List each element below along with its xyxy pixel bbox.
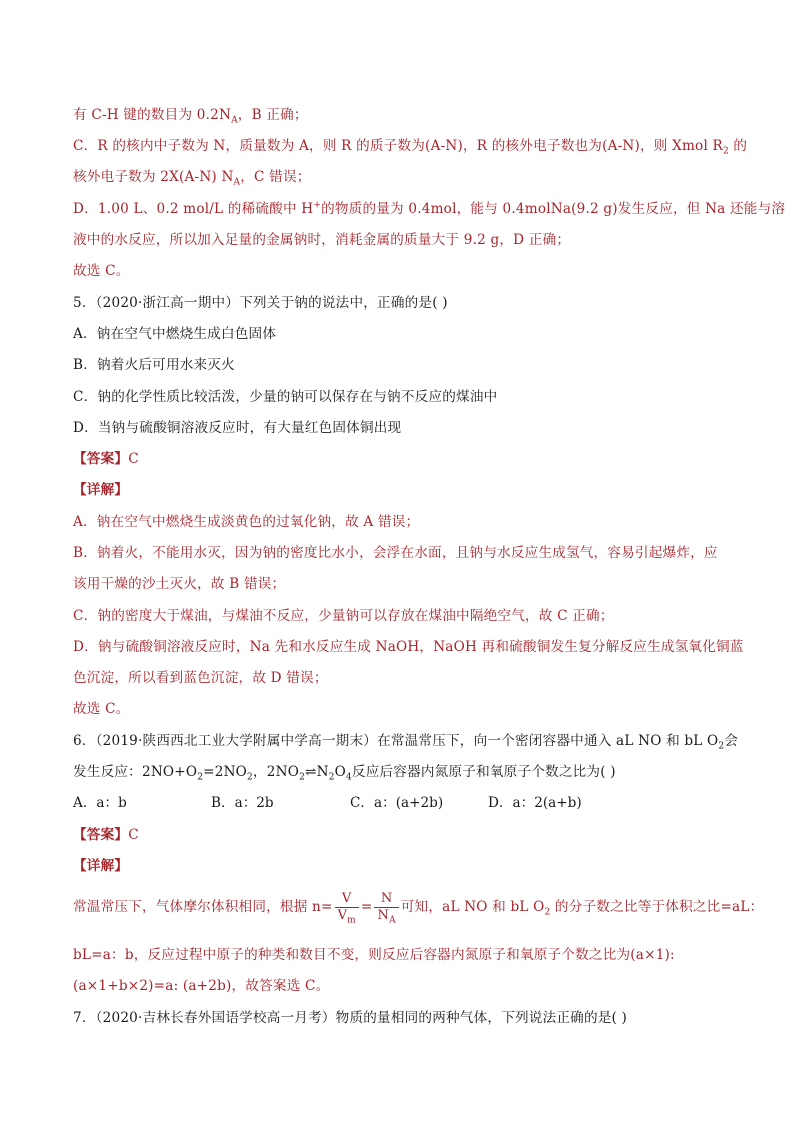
q6-option-b: B．a：2b bbox=[211, 795, 274, 811]
q5-option-b: B．钠着火后可用水来灭火 bbox=[73, 357, 235, 373]
q4-line-6: 故选 C。 bbox=[73, 263, 130, 279]
q5-detail-5: D．钠与硫酸铜溶液反应时，Na 先和水反应生成 NaOH，NaOH 再和硫酸铜发生复分解反应生成氢氧化铜蓝 bbox=[73, 639, 744, 655]
q5-answer: 【答案】C bbox=[73, 451, 139, 467]
q6-answer: 【答案】C bbox=[73, 827, 139, 843]
q5-detail-7: 故选 C。 bbox=[73, 701, 130, 717]
q5-detail-1: A．钠在空气中燃烧生成淡黄色的过氧化钠，故 A 错误； bbox=[73, 514, 420, 530]
q5-option-d: D．当钠与硫酸铜溶液反应时，有大量红色固体铜出现 bbox=[73, 420, 402, 436]
q5-option-c: C．钠的化学性质比较活泼，少量的钠可以保存在与钠不反应的煤油中 bbox=[73, 389, 498, 405]
q4-line-4: D．1.00 L、0.2 mol/L 的稀硫酸中 H+的物质的量为 0.4mol，能与 0.4molNa(9.2 g)发生反应，但 Na 还能与溶 bbox=[73, 200, 786, 217]
q5-detail-4: C．钠的密度大于煤油，与煤油不反应，少量钠可以存放在煤油中隔绝空气，故 C 正确； bbox=[73, 608, 614, 624]
q6-detail-3: (a×1+b×2)=a: (a+2b)，故答案选 C。 bbox=[73, 978, 330, 994]
q5-detail-6: 色沉淀，所以看到蓝色沉淀，故 D 错误； bbox=[73, 670, 328, 686]
q6-option-d: D．a：2(a+b) bbox=[488, 795, 582, 811]
q5-detail-3: 该用干燥的沙土灭火，故 B 错误； bbox=[73, 576, 286, 592]
fraction-v-over-vm: $\frac{V}{V_m}$ bbox=[335, 891, 359, 924]
q5-detail-label: 【详解】 bbox=[73, 482, 129, 498]
fraction-n-over-na: $\frac{N}{N_A}$ bbox=[374, 891, 398, 924]
q6-detail-1: 常温常压下，气体摩尔体积相同，根据 n= $\frac{V}{V_m}$ = $\frac{N}{N_A}$ 可知，aL NO 和 bL $O_2$ 的分子数之比等于体积之比=aL： bbox=[73, 891, 764, 926]
q4-line-3: 核外电子数为 2X(A-N) $N_A$，C 错误； bbox=[73, 169, 311, 188]
q6-option-a: A．a：b bbox=[73, 795, 127, 811]
q6-option-c: C．a：(a+2b) bbox=[350, 795, 444, 811]
q6-stem-2: 发生反应：$2NO+O_2=2NO_2$，$2NO_2\rightleftharpoons N_2O_4$反应后容器内氮原子和氧原子个数之比为( ) bbox=[73, 764, 616, 783]
q6-stem-1: 6．（2019·陕西西北工业大学附属中学高一期末）在常温常压下，向一个密闭容器中通入 aL NO 和 bL $O_2$会 bbox=[73, 733, 739, 752]
q5-stem: 5．（2020·浙江高一期中）下列关于钠的说法中，正确的是( ) bbox=[73, 295, 448, 311]
q5-option-a: A．钠在空气中燃烧生成白色固体 bbox=[73, 326, 277, 342]
q7-stem: 7．（2020·吉林长春外国语学校高一月考）物质的量相同的两种气体，下列说法正确的是( ) bbox=[73, 1010, 628, 1026]
q6-detail-label: 【详解】 bbox=[73, 858, 129, 874]
q4-line-1: 有 C-H 键的数目为 $0.2N_A$，B 正确； bbox=[73, 107, 308, 126]
q4-line-2: C．R 的核内中子数为 N，质量数为 A，则 R 的质子数为(A-N)，R 的核外电子数也为(A-N)，则 Xmol $R_2$ 的 bbox=[73, 138, 748, 157]
q6-detail-2: bL=a：b，反应过程中原子的种类和数目不变，则反应后容器内氮原子和氧原子个数之比为(a×1): bbox=[73, 947, 675, 963]
q4-line-5: 液中的水反应，所以加入足量的金属钠时，消耗金属的质量大于 9.2 g，D 正确； bbox=[73, 232, 571, 248]
q5-detail-2: B．钠着火，不能用水灭，因为钠的密度比水小，会浮在水面，且钠与水反应生成氢气，容易引起爆炸，应 bbox=[73, 545, 718, 561]
